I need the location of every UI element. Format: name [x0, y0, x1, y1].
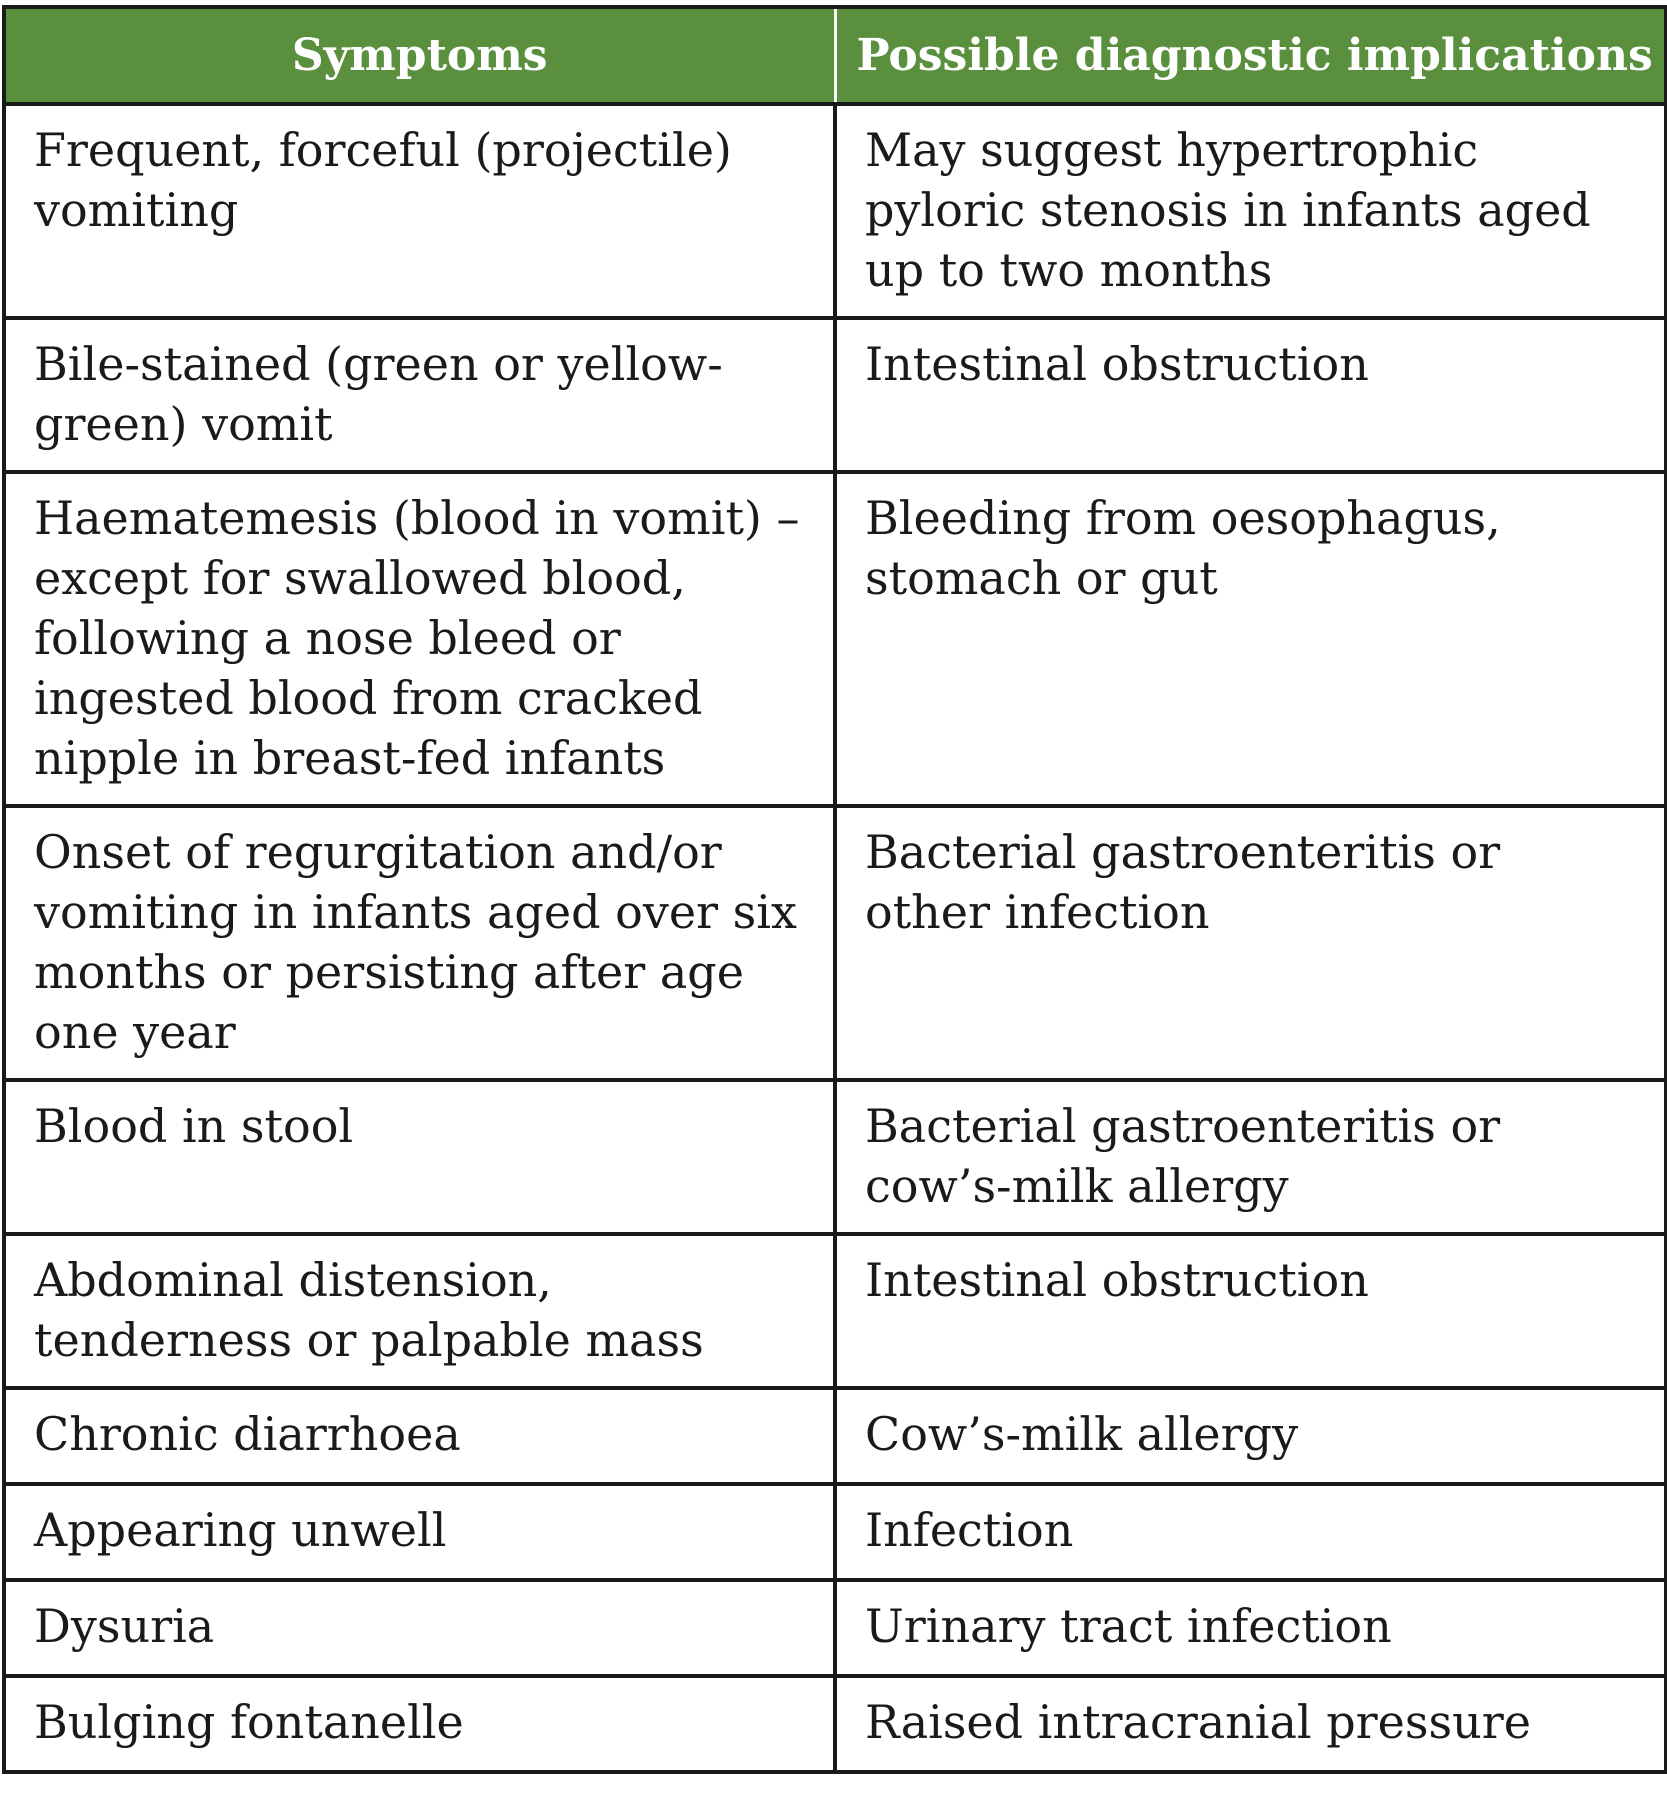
implication-cell: Urinary tract infection [835, 1580, 1666, 1676]
header-symptoms: Symptoms [4, 7, 835, 104]
symptom-cell: Chronic diarrhoea [4, 1388, 835, 1484]
table-row [4, 104, 1666, 318]
table-row [4, 1234, 1666, 1388]
symptom-cell: Haematemesis (blood in vomit) – except for swallowed blood, following a nose bleed or ingested blood from cracked nipple in breast-fed infants [4, 472, 835, 806]
symptom-cell: Blood in stool [4, 1080, 835, 1234]
symptom-cell: Dysuria [4, 1580, 835, 1676]
implication-cell: Bacterial gastroenteritis or other infection [835, 806, 1666, 1080]
table-row [4, 1080, 1666, 1234]
table-row [4, 1484, 1666, 1580]
symptom-cell: Abdominal distension, tenderness or palpable mass [4, 1234, 835, 1388]
symptom-cell: Onset of regurgitation and/or vomiting in infants aged over six months or persisting after age one year [4, 806, 835, 1080]
implication-cell: Bleeding from oesophagus, stomach or gut [835, 472, 1666, 806]
symptoms-table [2, 5, 1667, 1774]
symptom-cell: Appearing unwell [4, 1484, 835, 1580]
table-row [4, 1580, 1666, 1676]
table-row [4, 806, 1666, 1080]
implication-cell: Cow’s-milk allergy [835, 1388, 1666, 1484]
header-diagnostic-implications: Possible diagnostic implications [835, 7, 1666, 104]
implication-cell: May suggest hypertrophic pyloric stenosis in infants aged up to two months [835, 104, 1666, 318]
implication-cell: Intestinal obstruction [835, 1234, 1666, 1388]
implication-cell: Raised intracranial pressure [835, 1676, 1666, 1772]
table-row [4, 318, 1666, 472]
implication-cell: Infection [835, 1484, 1666, 1580]
symptom-cell: Bile-stained (green or yellow-green) vomit [4, 318, 835, 472]
implication-cell: Bacterial gastroenteritis or cow’s-milk allergy [835, 1080, 1666, 1234]
symptom-cell: Bulging fontanelle [4, 1676, 835, 1772]
header-row [4, 7, 1666, 104]
table-row [4, 1676, 1666, 1772]
table-row [4, 1388, 1666, 1484]
symptom-cell: Frequent, forceful (projectile) vomiting [4, 104, 835, 318]
implication-cell: Intestinal obstruction [835, 318, 1666, 472]
table-row [4, 472, 1666, 806]
